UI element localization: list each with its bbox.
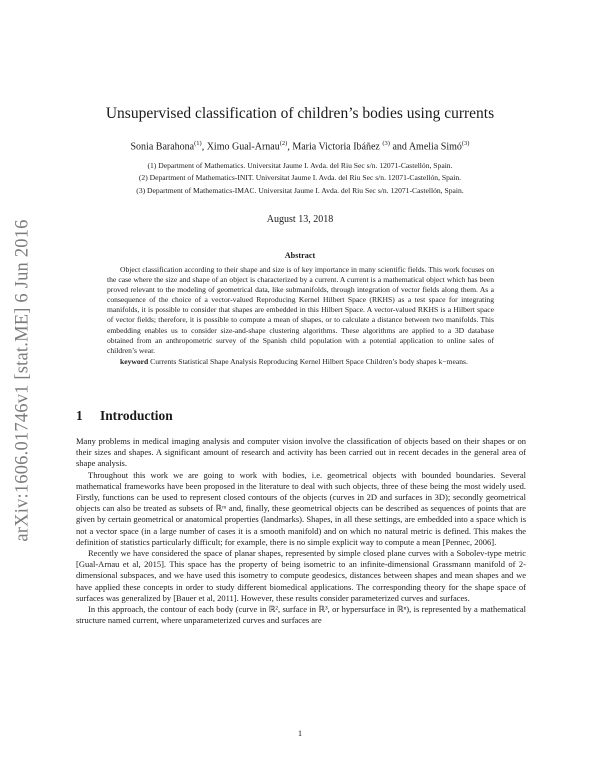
author-separator: , [287,141,293,153]
author-name: Amelia Simó [408,141,462,153]
author-affiliation-mark: (2) [279,140,288,147]
paragraph: Throughout this work we are going to work with bodies, i.e. geometrical objects with bounded boundaries. Several mathematical frameworks have been proposed in the literature to deal with such objects, three of these being the most widely used. Firstly, functions can be used to represent closed contours of the objects (curves in 2D and surfaces in 3D); secondly geometrical objects can also be treated as subsets of ℝᵐ and, finally, these geometrical objects can be described as sequences of points that are given by certain geometrical or anatomical properties (landmarks). Shapes, in all these settings, are embedded into a space which is not a vector space (in a large number of cases it is a smooth manifold) and on which no natural metric is defined. This makes the definition of statistics particularly difficult; for example, there is no simple explicit way to compute a mean [Pennec, 2006]. [76,469,526,547]
keywords-label: keyword [120,357,149,366]
paragraph: Recently we have considered the space of planar shapes, represented by simple closed plane curves with a Sobolev-type metric [Gual-Arnau et al, 2015]. This space has the property of being isometric to an infinite-dimensional Grassmann manifold of 2-dimensional subspaces, and we have used this isometry to compute geodesics, distances between shapes and mean shapes and we have applied these concepts in order to study different biomedical applications. The corresponding theory for the shape space of surfaces was generalized by [Bauer et al, 2011]. However, these results consider parameterized curves and surfaces. [76,548,526,603]
section-heading [76,408,173,424]
author-affiliation-mark: (3) [461,140,470,147]
author-name: Ximo Gual-Arnau [206,141,280,153]
abstract-text: Object classification according to their shape and size is of key importance in many scientific fields. This work focuses on the case where the size and shape of an object is characterized by a current. A current is a mathematical object which has been proved relevant to the modeling of geometrical data, like submanifolds, through integration of vector fields along them. As a consequence of the choice of a vector-valued Reproducing Kernel Hilbert Space (RKHS) as a test space for integrating manifolds, it is possible to consider that shapes are embedded in this Hilbert Space. A vector-valued RKHS is a Hilbert space of vector fields; therefore, it is possible to compute a mean of shapes, or to calculate a distance between two manifolds. This embedding enables us to consider size-and-shape clustering algorithms. These algorithms are applied to a 3D database obtained from an anthropometric survey of the Spanish child population with a potential application to online sales of children’s wear. [107,265,494,355]
author-affiliation-mark: (1) [194,140,202,147]
arxiv-id-text: arXiv:1606.01746v1 [stat.ME] 6 Jun 2016 [12,218,33,542]
keywords-line [107,357,494,367]
section-number: 1 [76,408,83,423]
author-affiliation-mark: (3) [382,140,390,147]
section-title: Introduction [100,408,173,423]
keywords-text: Currents Statistical Shape Analysis Reproducing Kernel Hilbert Space Children’s body shapes k−means. [148,357,468,366]
paper-title: Unsupervised classification of children’s bodies using currents [105,105,495,122]
arxiv-margin-identifier [9,200,37,560]
author-name: Sonia Barahona [130,141,195,153]
author-separator: , [201,141,207,153]
abstract-heading: Abstract [284,251,316,260]
section-body [76,436,526,626]
affiliation-list [60,160,540,197]
affiliation: (1) Department of Mathematics. Universitat Jaume I. Avda. del Riu Sec s/n. 12071-Castellón, Spain. [147,161,453,170]
affiliation: (2) Department of Mathematics-INIT. Universitat Jaume I. Avda. del Riu Sec s/n. 12071-Castellón, Spain. [138,173,462,183]
author-name: Maria Victoria Ibáñez [292,141,383,153]
paper-date: August 13, 2018 [266,214,334,225]
author-separator: and [389,141,409,153]
author-list [60,137,540,153]
paragraph: Many problems in medical imaging analysis and computer vision involve the classification of objects based on their shapes or on their sizes and shapes. A significant amount of research and activity has been carried out in recent decades in the general area of shape analysis. [76,436,526,469]
page-number: 1 [297,728,303,738]
affiliation: (3) Department of Mathematics-IMAC. Universitat Jaume I. Avda. del Riu Sec s/n. 12071-Castellón, Spain. [136,185,464,195]
paragraph: In this approach, the contour of each body (curve in ℝ², surface in ℝ³, or hypersurface in ℝⁿ), is represented by a mathematical structure named current, where unparameterized curves and surfaces are [76,604,526,626]
